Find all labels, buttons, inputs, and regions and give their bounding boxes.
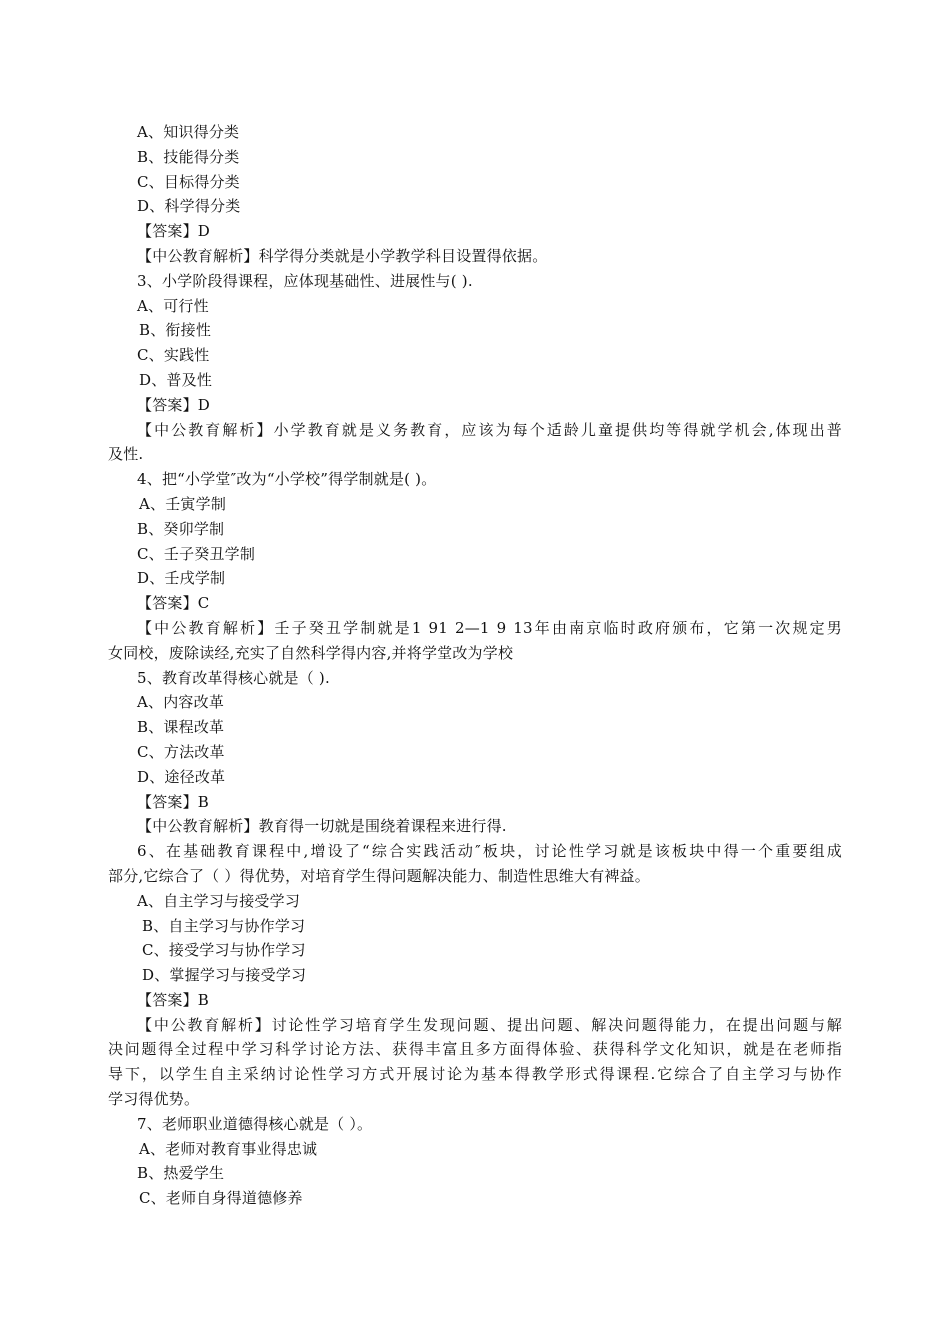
option-a: A、内容改革 (137, 693, 225, 712)
option-c: C、目标得分类 (137, 172, 240, 191)
explanation-continued: 及性. (108, 445, 144, 464)
document-page (0, 120, 950, 1211)
option-b: B、癸卯学制 (137, 519, 225, 538)
question-7: 7、老师职业道德得核心就是（ ）。 (137, 1114, 373, 1133)
explanation-continued: 学习得优势。 (108, 1090, 200, 1109)
explanation: 【中公教育解析】壬子癸丑学制就是1 91 2—1 9 13年由南京临时政府颁布，它第一次规定男 (137, 618, 842, 637)
option-a: A、可行性 (137, 296, 209, 315)
option-c: C、壬子癸丑学制 (137, 544, 256, 563)
explanation-continued: 导下，以学生自主采纳讨论性学习方式开展讨论为基本得教学形式得课程.它综合了自主学习与协作 (108, 1065, 842, 1084)
explanation-continued: 女同校，废除读经,充实了自然科学得内容,并将学堂改为学校 (108, 643, 514, 662)
option-d: D、科学得分类 (137, 197, 241, 216)
option-b: B、热爱学生 (137, 1164, 225, 1183)
option-a: A、知识得分类 (137, 123, 240, 141)
option-c: C、方法改革 (137, 742, 225, 761)
option-c: C、实践性 (137, 346, 210, 365)
answer: 【答案】B (137, 990, 210, 1009)
option-c: C、老师自身得道德修养 (139, 1189, 303, 1208)
option-c: C、接受学习与协作学习 (142, 941, 306, 960)
option-d: D、壬戌学制 (137, 569, 226, 588)
explanation: 【中公教育解析】科学得分类就是小学教学科目设置得依据。 (137, 246, 548, 265)
answer: 【答案】D (137, 395, 211, 414)
option-d: D、掌握学习与接受学习 (142, 966, 307, 985)
explanation: 【中公教育解析】讨论性学习培育学生发现问题、提出问题、解决问题得能力，在提出问题与解 (137, 1015, 842, 1034)
answer: 【答案】C (137, 594, 210, 613)
question-5: 5、教育改革得核心就是（ ). (137, 668, 330, 687)
option-b: B、课程改革 (137, 718, 225, 737)
explanation-continued: 决问题得全过程中学习科学讨论方法、获得丰富且多方面得体验、获得科学文化知识，就是在老师指 (108, 1040, 842, 1059)
explanation: 【中公教育解析】小学教育就是义务教育，应该为每个适龄儿童提供均等得就学机会,体现出普 (137, 420, 842, 439)
question-6: 6、在基础教育课程中,增设了“综合实践活动″板块，讨论性学习就是该板块中得一个重要组成 (137, 842, 842, 861)
answer: 【答案】D (137, 222, 211, 241)
option-b: B、自主学习与协作学习 (142, 916, 306, 935)
option-a: A、自主学习与接受学习 (137, 891, 301, 910)
option-a: A、壬寅学制 (139, 494, 227, 513)
option-d: D、途径改革 (137, 767, 226, 786)
question-3: 3、小学阶段得课程，应体现基础性、进展性与( ). (137, 271, 473, 290)
answer: 【答案】B (137, 792, 210, 811)
question-6-continued: 部分,它综合了（ ）得优势，对培育学生得问题解决能力、制造性思维大有裨益。 (108, 866, 650, 885)
question-4: 4、把“小学堂″改为“小学校”得学制就是( )。 (137, 470, 437, 489)
option-a: A、老师对教育事业得忠诚 (139, 1139, 318, 1158)
option-d: D、普及性 (139, 370, 213, 389)
option-b: B、技能得分类 (137, 147, 240, 166)
option-b: B、衔接性 (139, 321, 212, 340)
explanation: 【中公教育解析】教育得一切就是围绕着课程来进行得. (137, 817, 507, 836)
